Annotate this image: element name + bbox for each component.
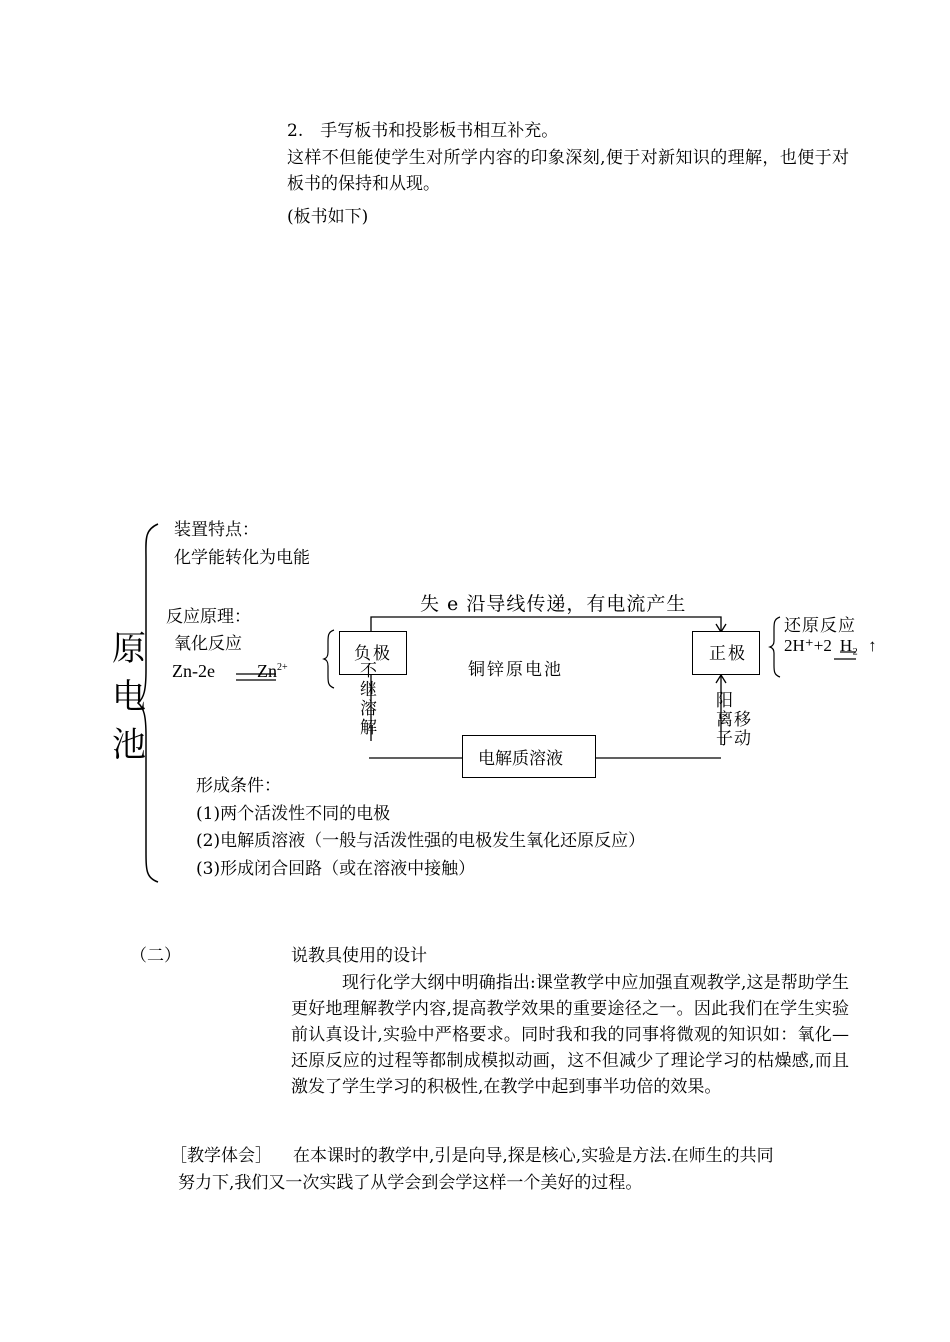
ion-char: 移 bbox=[734, 710, 751, 730]
board-note: (板书如下) bbox=[287, 207, 369, 227]
section-number: （二） bbox=[130, 946, 181, 966]
reduction-product: H₂ bbox=[839, 636, 859, 655]
list-item-2: 2. 手写板书和投影板书相互补充。 bbox=[287, 121, 559, 141]
ion-label-col2 bbox=[734, 711, 754, 749]
principle-heading: 反应原理： bbox=[166, 607, 251, 627]
cell-label: 铜锌原电池 bbox=[468, 660, 563, 680]
gas-arrow-icon: ↑ bbox=[868, 636, 877, 655]
electrolyte-label: 电解质溶液 bbox=[478, 749, 563, 769]
section-paragraph: 现行化学大纲中明确指出:课堂教学中应加强直观教学,这是帮助学生更好地理解教学内容,提高教学效果的重要途径之一。因此我们在学生实验前认真设计,实验中严格要求。同时我和我的同事将微观的知识如：氧化—还原反应的过程等都制成模拟动画，这不但减少了理论学习的枯燥感,而且激发了学生学习的积极性,在教学中起到事半功倍的效果。 bbox=[291, 973, 849, 1097]
electrolyte-box bbox=[462, 735, 596, 778]
reduction-eq-left: 2H⁺+2 bbox=[784, 636, 832, 655]
dissolve-char: 不 bbox=[360, 661, 377, 681]
eq-left: Zn-2e bbox=[172, 661, 215, 681]
ion-char: 阳 bbox=[716, 691, 733, 711]
title-char-2: 电 bbox=[112, 677, 146, 717]
ion-char: 子 bbox=[716, 729, 733, 749]
condition-item: (1)两个活泼性不同的电极 bbox=[196, 804, 391, 824]
intro-paragraph: 这样不但能使学生对所学内容的印象深刻,便于对新知识的理解，也便于对板书的保持和从现。 bbox=[287, 148, 849, 194]
oxidation-label: 氧化反应 bbox=[174, 634, 242, 654]
reflection-line-1: 在本课时的教学中,引是向导,探是核心,实验是方法.在师生的共同 bbox=[293, 1146, 774, 1166]
dissolve-label bbox=[360, 662, 380, 738]
reflection-label: ［教学体会］ bbox=[170, 1146, 272, 1166]
ion-char: 动 bbox=[734, 729, 751, 749]
device-heading: 装置特点： bbox=[174, 520, 259, 540]
conditions-heading: 形成条件： bbox=[196, 776, 281, 796]
right-small-brace-icon bbox=[768, 615, 782, 679]
negative-label: 负极 bbox=[354, 644, 392, 664]
reduction-equals-icon bbox=[834, 649, 856, 663]
condition-item: (2)电解质溶液（一般与活泼性强的电极发生氧化还原反应） bbox=[196, 831, 646, 851]
reflection-line-2: 努力下,我们又一次实践了从学会到会学这样一个美好的过程。 bbox=[178, 1173, 643, 1193]
title-char-3: 池 bbox=[112, 725, 146, 765]
device-text: 化学能转化为电能 bbox=[174, 548, 310, 568]
ion-label-col1 bbox=[716, 692, 736, 749]
reduction-equation bbox=[784, 636, 877, 656]
eq-right-text: Zn bbox=[257, 661, 277, 681]
eq-right-charge: 2+ bbox=[277, 662, 288, 673]
dissolve-char: 继 bbox=[360, 680, 377, 700]
section-title: 说教具使用的设计 bbox=[291, 946, 427, 966]
dissolve-char: 溶 bbox=[360, 699, 377, 719]
dissolve-char: 解 bbox=[360, 718, 377, 738]
condition-item: (3)形成闭合回路（或在溶液中接触） bbox=[196, 859, 476, 879]
positive-label: 正极 bbox=[709, 644, 747, 664]
electron-flow-label: 失 e 沿导线传递，有电流产生 bbox=[420, 593, 687, 615]
positive-electrode-box bbox=[692, 631, 760, 675]
title-char-1: 原 bbox=[112, 629, 146, 669]
ion-char: 离 bbox=[716, 710, 733, 730]
reduction-label: 还原反应 bbox=[784, 616, 856, 636]
